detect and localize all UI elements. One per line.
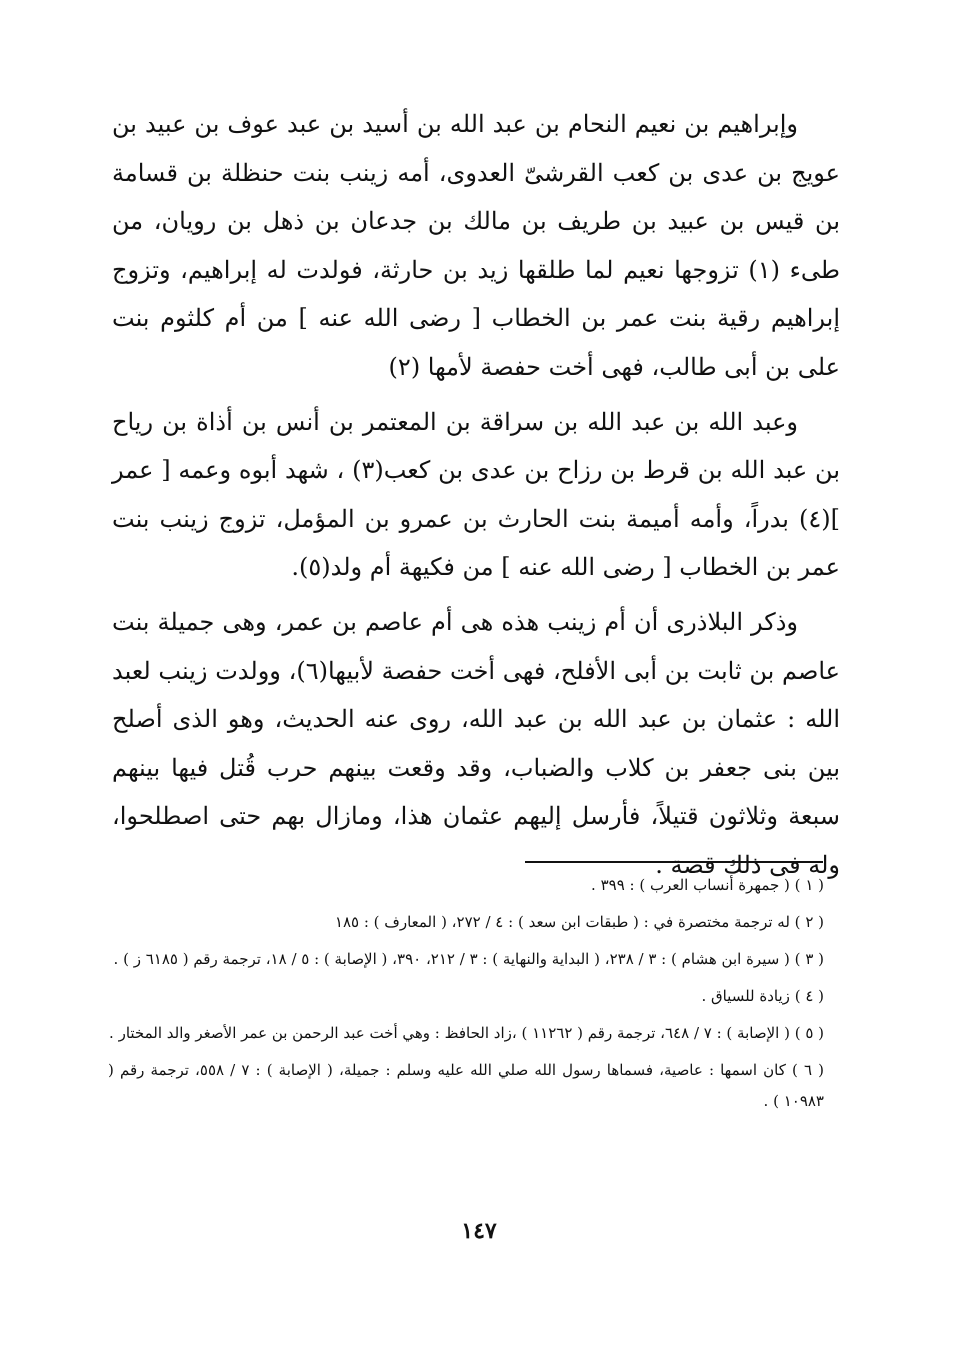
footnote-separator (525, 861, 823, 863)
footnote-2: ( ٢ ) له ترجمة مختصرة في : ( طبقات ابن سعد ) : ٤ / ٢٧٢، ( المعارف ) : ١٨٥ (334, 913, 824, 931)
paragraph-baladhuri: وذكر البلاذرى أن أم زينب هذه هى أم عاصم بن عمر، وهى جميلة بنت عاصم بن ثابت بن أبى الأفلح، فهى أخت حفصة لأبيها(٦)، وولدت زينب لعبد الله : عثمان بن عبد الله بن عبد الله، روى عنه الحديث، وهو الذى أصلح بين بنى جعفر بن كلاب والضباب، وقد وقعت بينهم حرب قُتل فيها بينهم سبعة وثلاثون قتيلاً، فأرسل إليهم عثمان هذا، ومازال بهم حتى اصطلحوا، وله فى ذلك قصة . (112, 607, 840, 879)
paragraph-abdullah: وعبد الله بن عبد الله بن سراقة بن المعتمر بن أنس بن أذاة بن رياح بن عبد الله بن قرط بن رزاح بن عدى بن كعب(٣) ، شهد أبوه وعمه [ عمر ](٤) بدراً، وأمه أميمة بنت الحارث بن عمرو بن المؤمل، تزوج زينب بنت عمر بن الخطاب [ رضى الله عنه ] من فكيهة أم ولد(٥). (112, 407, 840, 582)
footnote-1: ( ١ ) ( جمهرة أنساب العرب ) : ٣٩٩ . (591, 876, 824, 894)
page-number: ١٤٧ (461, 1218, 497, 1244)
footnote-3: ( ٣ ) ( سيرة ابن هشام ) : ٣ / ٢٣٨، ( البداية والنهاية ) : ٣ / ٢١٢، ٣٩٠، ( الإصابة ) : ٥ / ١٨، ترجمة رقم ( ٦١٨٥ ز ) . (113, 950, 824, 968)
main-text (112, 100, 840, 896)
footnote-5: ( ٥ ) ( الإصابة ) : ٧ / ٦٤٨، ترجمة رقم ( ١١٢٦٢ ) ،زاد الحافظ : وهي أخت عبد الرحمن بن عمر الأصغر والد المختار . (109, 1024, 824, 1042)
footnote-6: ( ٦ ) كان اسمها : عاصية، فسماها رسول الله صلي الله عليه وسلم : جميلة، ( الإصابة ) : ٧ / ٥٥٨، ترجمة رقم ( ١٠٩٨٣ ) . (108, 1061, 824, 1110)
paragraph-ibrahim: وإبراهيم بن نعيم النحام بن عبد الله بن أسيد بن عبد عوف بن عبيد بن عويج بن عدى بن كعب القرشىّ العدوى، أمه زينب بنت حنظلة بن قسامة بن قيس بن عبيد بن طريف بن مالك بن جدعان بن ذهل بن رويان، من طىء (١) تزوجها نعيم لما طلقها زيد بن حارثة، فولدت له إبراهيم، وتزوج إبراهيم رقية بنت عمر بن الخطاب [ رضى الله عنه ] من أم كلثوم بنت على بن أبى طالب، فهى أخت حفصة لأمها (٢) (112, 110, 840, 381)
footnote-4: ( ٤ ) زيادة للسياق . (701, 987, 824, 1005)
footnotes (108, 870, 824, 1123)
